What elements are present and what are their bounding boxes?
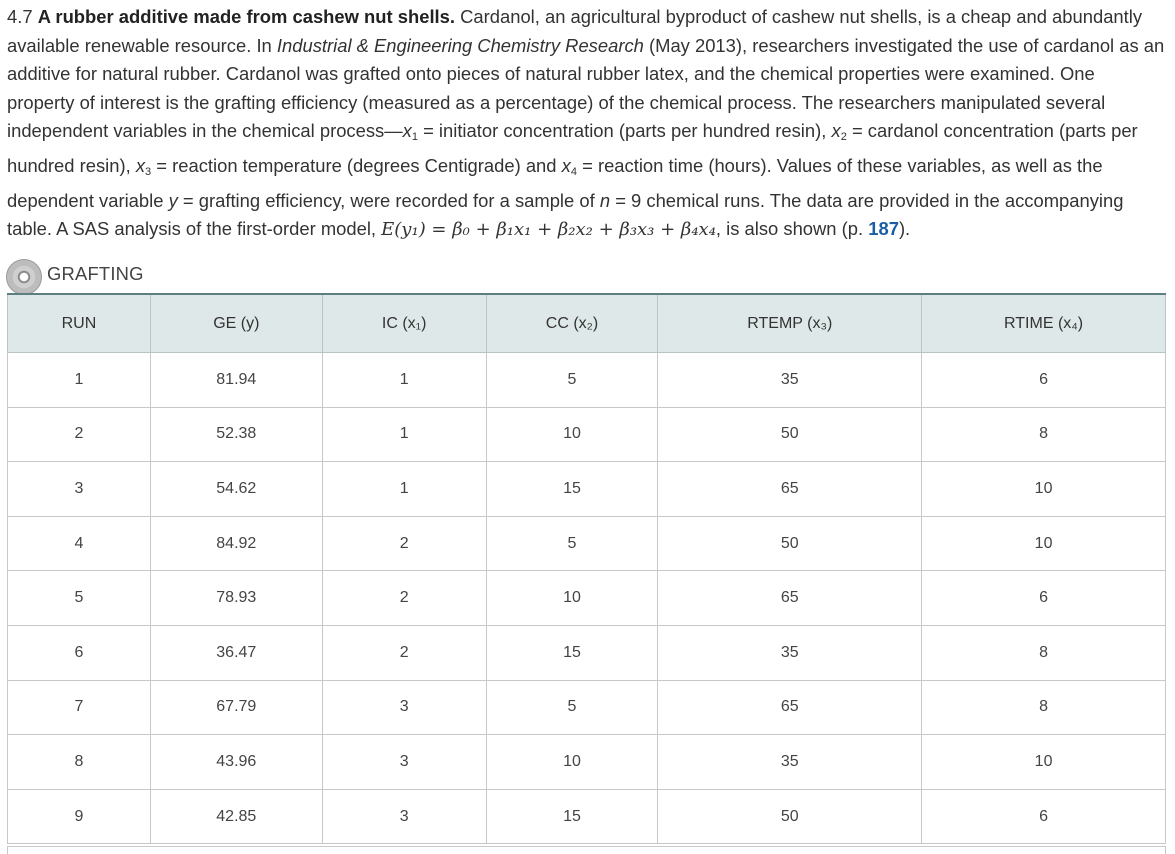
table-cell: 10: [922, 735, 1166, 790]
table-cell: 43.96: [150, 735, 322, 790]
column-header: RTEMP (x₃): [658, 294, 922, 353]
table-cell: 35: [658, 625, 922, 680]
table-row: [8, 571, 1166, 626]
table-cell: 78.93: [150, 571, 322, 626]
table-cell: 8: [8, 735, 151, 790]
table-cell: 15: [486, 462, 658, 517]
table-cell: 6: [922, 571, 1166, 626]
column-header: CC (x₂): [486, 294, 658, 353]
table-cell: 3: [322, 735, 486, 790]
table-cell: 15: [486, 625, 658, 680]
table-row: [8, 462, 1166, 517]
table-cell: 5: [486, 516, 658, 571]
data-table: [7, 293, 1166, 844]
table-cell: 5: [486, 353, 658, 408]
column-header: GE (y): [150, 294, 322, 353]
problem-title: A rubber additive made from cashew nut shells.: [37, 6, 456, 27]
table-cell: 15: [486, 789, 658, 844]
table-cell: 54.62: [150, 462, 322, 517]
table-cell: 50: [658, 407, 922, 462]
table-cell: 8: [922, 680, 1166, 735]
model-equation: E(y₁) = β₀ + β₁x₁ + β₂x₂ + β₃x₃ + β₄x₄: [381, 219, 716, 241]
table-row: [8, 516, 1166, 571]
column-header: RUN: [8, 294, 151, 353]
table-cell: 84.92: [150, 516, 322, 571]
table-cell: 35: [658, 735, 922, 790]
table-cell: 67.79: [150, 680, 322, 735]
table-cell: 52.38: [150, 407, 322, 462]
table-row: [8, 407, 1166, 462]
problem-statement: 4.7 A rubber additive made from cashew nut shells. Cardanol, an agricultural byproduct of cashew nut shells, is a cheap and abundantly available renewable resource. In Industrial & Engineering Chemistry Research (May 2013), researchers investigated the use of cardanol as an additive for natural rubber. Cardanol was grafted onto pieces of natural rubber latex, and the chemical properties were examined. One property of interest is the grafting efficiency (measured as a percentage) of the chemical process. The researchers manipulated several independent variables in the chemical $process—x_1$ = initiator concentration (parts per hundred resin), $x_2$ = cardanol concentration (parts per hundred resin), $x_3$ = reaction temperature (degrees Centigrade) and $x_4$ = reaction time (hours). Values of these variables, as well as the dependent variable y = grafting efficiency, were recorded for a sample of n = 9 chemical runs. The data are provided in the accompanying table. A SAS analysis of the first-order model, E(y₁) = β₀ + β₁x₁ + β₂x₂ + β₃x₃ + β₄x₄, is also shown (p. 187).: [7, 6, 1165, 241]
table-cell: 35: [658, 353, 922, 408]
table-row: [8, 680, 1166, 735]
table-cell: 10: [486, 407, 658, 462]
table-header-row: [8, 294, 1166, 353]
table-cell: 65: [658, 462, 922, 517]
problem-number: 4.7: [7, 6, 33, 27]
table-cell: 10: [486, 571, 658, 626]
table-cell: 65: [658, 571, 922, 626]
table-row: [8, 625, 1166, 680]
journal-name: Industrial & Engineering Chemistry Research: [276, 34, 644, 56]
table-cell: 10: [922, 462, 1166, 517]
table-cell: 9: [8, 789, 151, 844]
table-cell: 42.85: [150, 789, 322, 844]
table-cell: 2: [322, 516, 486, 571]
table-cell: 10: [922, 516, 1166, 571]
page-reference-link[interactable]: 187: [868, 218, 899, 240]
table-cell: 8: [922, 625, 1166, 680]
table-cell: 2: [322, 625, 486, 680]
table-cell: 2: [8, 407, 151, 462]
table-cell: 10: [486, 735, 658, 790]
table-cell: 6: [922, 353, 1166, 408]
table-cell: 1: [8, 353, 151, 408]
table-cell: 7: [8, 680, 151, 735]
table-cell: 50: [658, 789, 922, 844]
table-row: [8, 735, 1166, 790]
table-cell: 8: [922, 407, 1166, 462]
table-cell: 5: [8, 571, 151, 626]
table-row: [8, 353, 1166, 408]
table-cell: 2: [322, 571, 486, 626]
table-cell: 3: [322, 680, 486, 735]
dataset-label: GRAFTING: [47, 263, 144, 284]
column-header: RTIME (x₄): [922, 294, 1166, 353]
table-cell: 50: [658, 516, 922, 571]
table-cell: 6: [8, 625, 151, 680]
table-cell: 1: [322, 407, 486, 462]
table-cell: 65: [658, 680, 922, 735]
table-cell: 1: [322, 462, 486, 517]
table-cell: 3: [322, 789, 486, 844]
table-cell: 6: [922, 789, 1166, 844]
table-cell: 81.94: [150, 353, 322, 408]
dataset-link[interactable]: [6, 259, 144, 289]
column-header: IC (x₁): [322, 294, 486, 353]
table-cell: 36.47: [150, 625, 322, 680]
table-cell: 5: [486, 680, 658, 735]
table-bottom-edge: [7, 846, 1166, 854]
table-cell: 1: [322, 353, 486, 408]
table-row: [8, 789, 1166, 844]
table-cell: 4: [8, 516, 151, 571]
table-cell: 3: [8, 462, 151, 517]
cd-disc-icon: [6, 259, 42, 295]
